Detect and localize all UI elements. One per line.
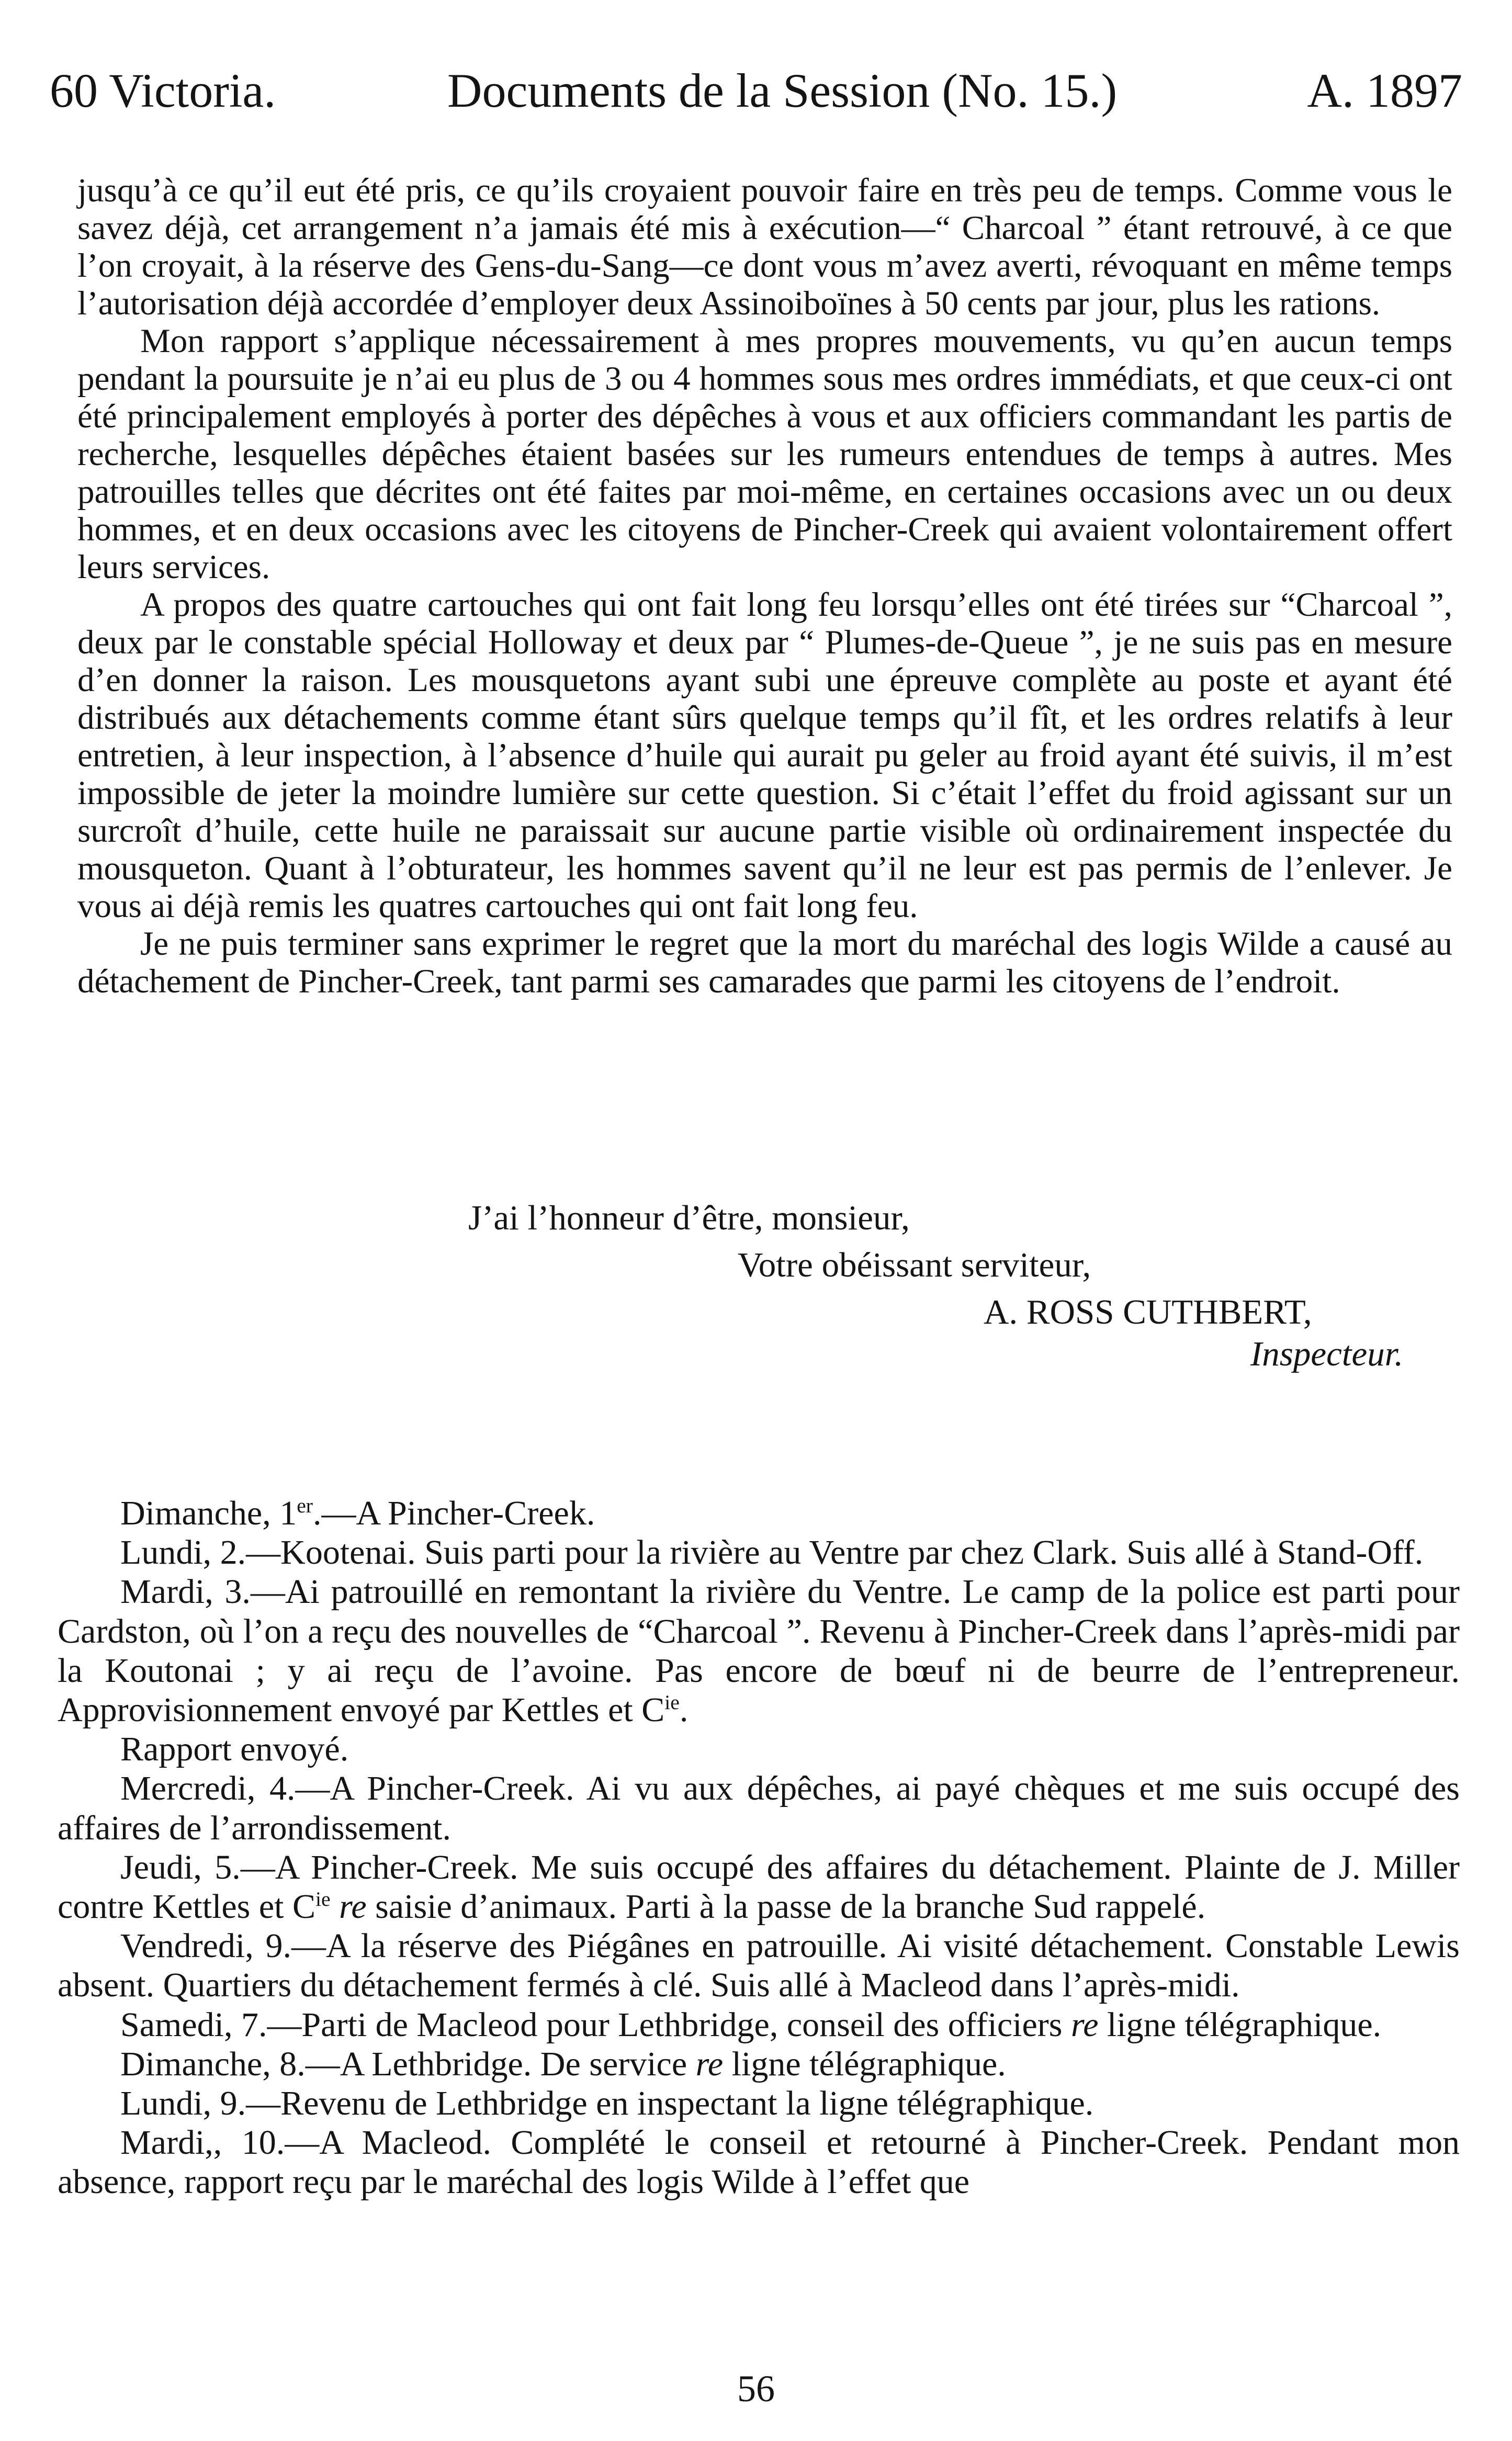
diary-entries <box>58 1494 1460 2202</box>
letter-paragraph-2: Mon rapport s’applique nécessairement à mes propres mouvements, vu qu’en aucun temps pendant la poursuite je n’ai eu plus de 3 ou 4 hommes sous mes ordres immédiats, et que ceux-ci ont été principalement employés à porter des dépêches à vous et aux officiers commandant les partis de recherche, lesquelles dépêches étaient basées sur les rumeurs entendues de temps à autres. Mes patrouilles telles que décrites ont été faites par moi-même, en certaines occasions avec un ou deux hommes, et en deux occasions avec les citoyens de Pincher-Creek qui avaient volontairement offert leurs services. <box>77 322 1452 586</box>
diary-entry: Vendredi, 9.—A la réserve des Piégânes en patrouille. Ai visité détachement. Constable Lewis absent. Quartiers du détachement fermés à clé. Suis allé à Macleod dans l’après-midi. <box>58 1927 1460 2005</box>
running-header <box>50 63 1462 126</box>
diary-entry: Samedi, 7.—Parti de Macleod pour Lethbridge, conseil des officiers re ligne télégraphique. <box>120 2005 1382 2044</box>
diary-entry: Lundi, 2.—Kootenai. Suis parti pour la rivière au Ventre par chez Clark. Suis allé à Stand-Off. <box>120 1533 1424 1572</box>
closing-servant: Votre obéissant serviteur, <box>738 1246 1091 1284</box>
diary-entry: Dimanche, 1er.—A Pincher-Creek. <box>120 1494 595 1532</box>
signature-title: Inspecteur. <box>1250 1335 1404 1373</box>
diary-entry: Mardi, 3.—Ai patrouillé en remontant la rivière du Ventre. Le camp de la police est parti pour Cardston, où l’on a reçu des nouvelles de “Charcoal ”. Revenu à Pincher-Creek dans l’après-midi par la Koutonai ; y ai reçu de l’avoine. Pas encore de bœuf ni de beurre de l’entrepreneur. Approvisionnement envoyé par Kettles et $C^{ie}$. <box>58 1573 1460 1730</box>
page-number: 56 <box>737 2368 775 2410</box>
diary-entry: Dimanche, 8.—A Lethbridge. De service re ligne télégraphique. <box>120 2044 1006 2083</box>
diary-entry: Rapport envoyé. <box>120 1730 349 1769</box>
signature-name: A. ROSS CUTHBERT, <box>984 1293 1312 1331</box>
diary-entry: Mercredi, 4.—A Pincher-Creek. Ai vu aux dépêches, ai payé chèques et me suis occupé des affaires de l’arrondissement. <box>58 1769 1460 1847</box>
diary-entry: Mardi,, 10.—A Macleod. Complété le conseil et retourné à Pincher-Creek. Pendant mon absence, rapport reçu par le maréchal des logis Wilde à l’effet que <box>58 2123 1460 2201</box>
letter-body <box>77 172 1452 1000</box>
header-year: A. 1897 <box>1307 64 1462 117</box>
letter-paragraph-4: Je ne puis terminer sans exprimer le regret que la mort du maréchal des logis Wilde a causé au détachement de Pincher-Creek, tant parmi ses camarades que parmi les citoyens de l’endroit. <box>77 925 1452 1000</box>
letter-paragraph-3: A propos des quatre cartouches qui ont fait long feu lorsqu’elles ont été tirées sur “Charcoal ”, deux par le constable spécial Holloway et deux par “ Plumes-de-Queue ”, je ne suis pas en mesure d’en donner la raison. Les mousquetons ayant subi une épreuve complète au poste et ayant été distribués aux détachements comme étant sûrs quelque temps qu’il fît, et les ordres relatifs à leur entretien, à leur inspection, à l’absence d’huile qui aurait pu geler au froid ayant été suivis, il m’est impossible de jeter la moindre lumière sur cette question. Si c’était l’effet du froid agissant sur un surcroît d’huile, cette huile ne paraissait sur aucune partie visible où ordinairement inspectée du mousqueton. Quant à l’obturateur, les hommes savent qu’il ne leur est pas permis de l’enlever. Je vous ai déjà remis les quatres cartouches qui ont fait long feu. <box>77 586 1452 925</box>
header-session: Documents de la Session (No. 15.) <box>447 64 1118 117</box>
header-volume: 60 Victoria. <box>50 64 276 117</box>
closing-salutation: J’ai l’honneur d’être, monsieur, <box>468 1199 910 1237</box>
diary-entry: Jeudi, 5.—A Pincher-Creek. Me suis occupé des affaires du détachement. Plainte de J. Miller contre Kettles et $C^{ie}$ re saisie d’animaux. Parti à la passe de la branche Sud rappelé. <box>58 1848 1460 1926</box>
letter-paragraph-1: jusqu’à ce qu’il eut été pris, ce qu’ils croyaient pouvoir faire en très peu de temps. Comme vous le savez déjà, cet arrangement n’a jamais été mis à exécution—“ Charcoal ” étant retrouvé, à ce que l’on croyait, à la réserve des Gens-du-Sang—ce dont vous m’avez averti, révoquant en même temps l’autorisation déjà accordée d’employer deux Assinoiboïnes à 50 cents par jour, plus les rations. <box>77 172 1452 322</box>
diary-entry: Lundi, 9.—Revenu de Lethbridge en inspectant la ligne télégraphique. <box>120 2084 1094 2123</box>
